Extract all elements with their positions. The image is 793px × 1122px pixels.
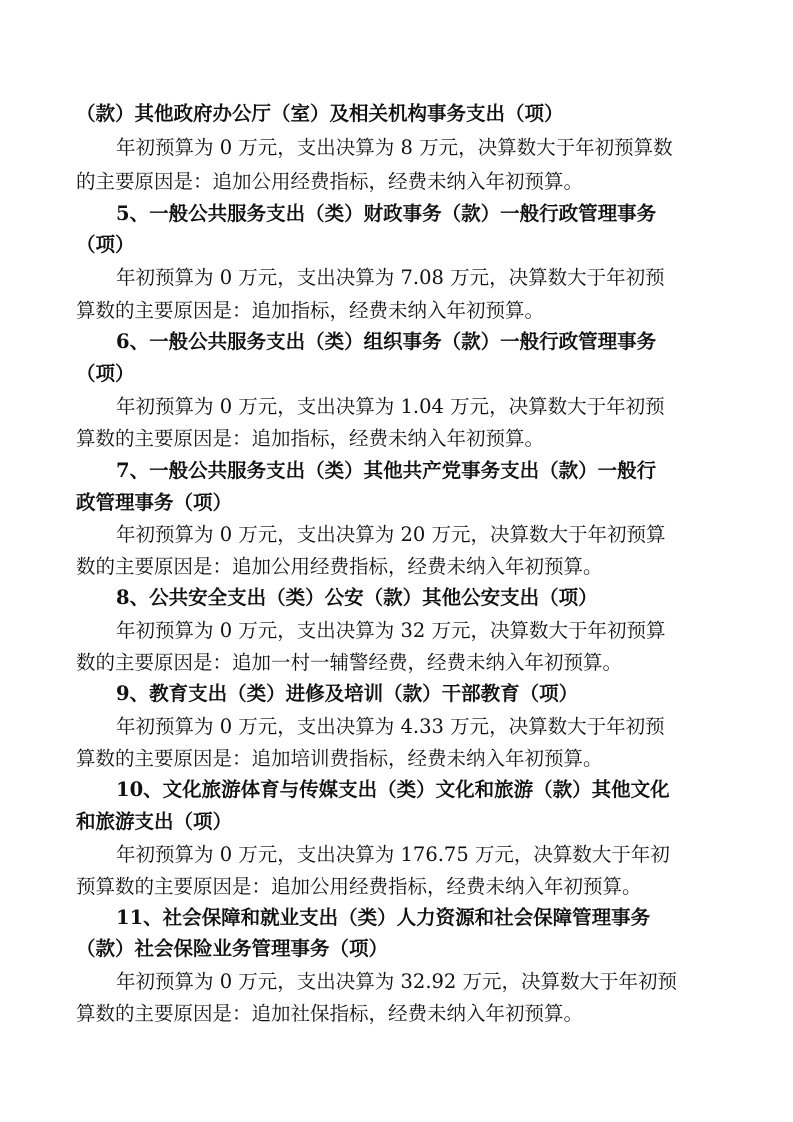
section-heading: （项）: [76, 362, 135, 385]
paragraph-line: 年初预算为 0 万元，支出决算为 20 万元，决算数大于年初预算: [116, 523, 666, 546]
section-heading: 6、一般公共服务支出（类）组织事务（款）一般行政管理事务: [116, 330, 657, 353]
paragraph-line: 算数的主要原因是：追加社保指标，经费未纳入年初预算。: [76, 1002, 584, 1025]
paragraph-line: 年初预算为 0 万元，支出决算为 4.33 万元，决算数大于年初预: [116, 715, 665, 738]
paragraph-line: 年初预算为 0 万元，支出决算为 7.08 万元，决算数大于年初预: [116, 266, 665, 289]
paragraph-line: 数的主要原因是：追加公用经费指标，经费未纳入年初预算。: [76, 555, 603, 578]
paragraph-line: 数的主要原因是：追加一村一辅警经费，经费未纳入年初预算。: [76, 651, 623, 674]
section-heading: 7、一般公共服务支出（类）其他共产党事务支出（款）一般行: [116, 459, 657, 482]
paragraph-line: 算数的主要原因是：追加培训费指标，经费未纳入年初预算。: [76, 747, 603, 770]
paragraph-line: 年初预算为 0 万元，支出决算为 32.92 万元，决算数大于年初预: [116, 970, 678, 993]
paragraph-line: 年初预算为 0 万元，支出决算为 176.75 万元，决算数大于年初: [116, 843, 670, 866]
paragraph-line: 算数的主要原因是：追加指标，经费未纳入年初预算。: [76, 427, 545, 450]
paragraph-line: 年初预算为 0 万元，支出决算为 1.04 万元，决算数大于年初预: [116, 395, 665, 418]
paragraph-line: 预算数的主要原因是：追加公用经费指标，经费未纳入年初预算。: [76, 875, 642, 898]
section-heading: 8、公共安全支出（类）公安（款）其他公安支出（项）: [116, 586, 598, 609]
section-heading: 政管理事务（项）: [76, 491, 233, 514]
paragraph-line: 年初预算为 0 万元，支出决算为 32 万元，决算数大于年初预算: [116, 619, 666, 642]
paragraph-line: 的主要原因是：追加公用经费指标，经费未纳入年初预算。: [76, 170, 584, 193]
section-heading: （款）其他政府办公厅（室）及相关机构事务支出（项）: [76, 102, 564, 125]
section-heading: （款）社会保险业务管理事务（项）: [76, 937, 389, 960]
section-heading: 9、教育支出（类）进修及培训（款）干部教育（项）: [116, 682, 579, 705]
paragraph-line: 年初预算为 0 万元，支出决算为 8 万元，决算数大于年初预算数: [116, 136, 673, 159]
section-heading: 10、文化旅游体育与传媒支出（类）文化和旅游（款）其他文化: [116, 778, 670, 801]
section-heading: （项）: [76, 233, 135, 256]
section-heading: 和旅游支出（项）: [76, 810, 233, 833]
section-heading: 11、社会保障和就业支出（类）人力资源和社会保障管理事务: [116, 906, 651, 929]
section-heading: 5、一般公共服务支出（类）财政事务（款）一般行政管理事务: [116, 202, 657, 225]
paragraph-line: 算数的主要原因是：追加指标，经费未纳入年初预算。: [76, 299, 545, 322]
